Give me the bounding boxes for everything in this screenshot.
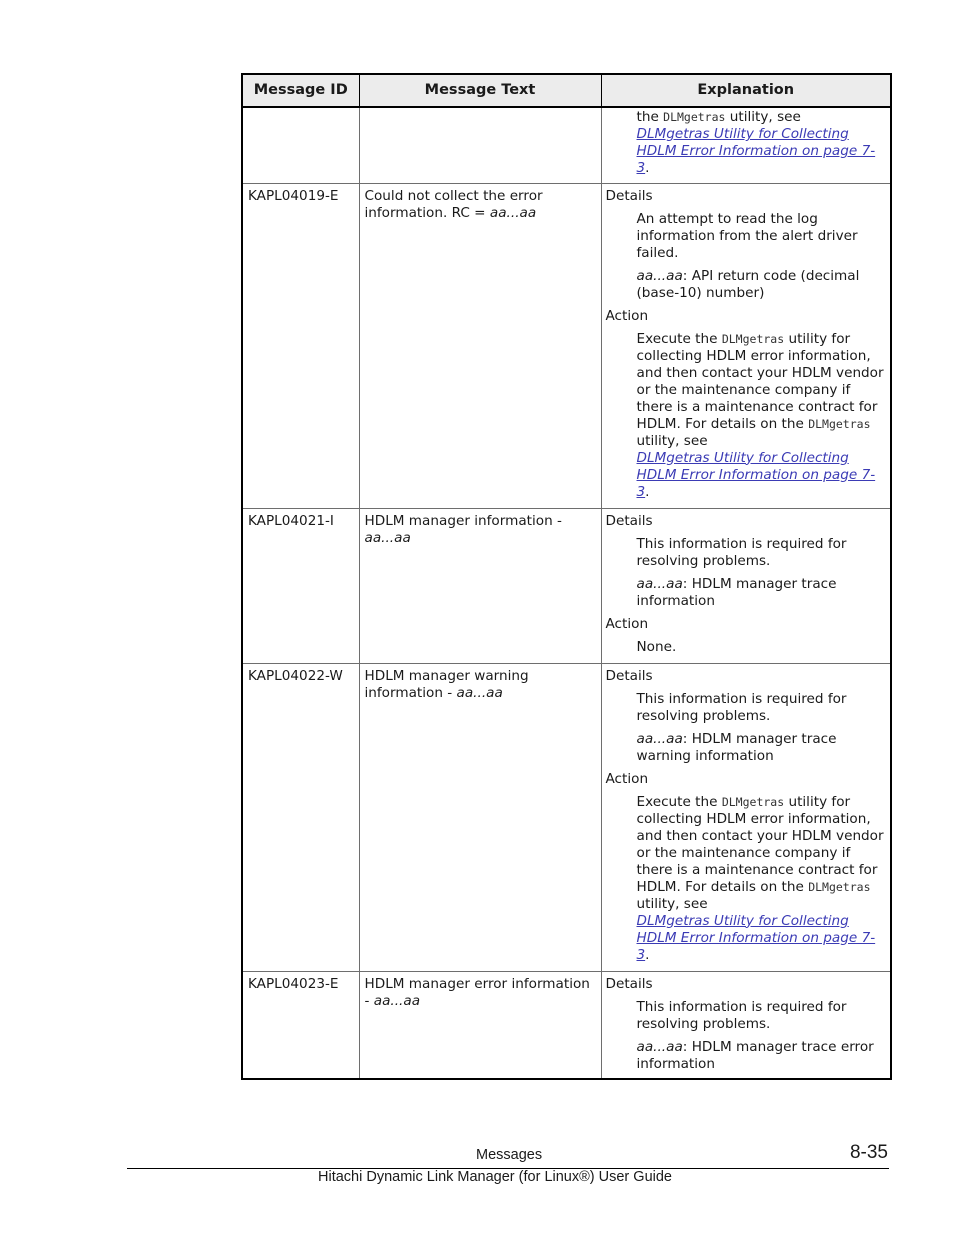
dlmgetras-reference-link[interactable]: DLMgetras Utility for Collecting HDLM Error Information on page 7-3	[636, 449, 876, 500]
table-row	[242, 663, 891, 971]
continued-action-text: the DLMgetras utility, see DLMgetras Utility for Collecting HDLM Error Information on page 7-3.	[636, 109, 876, 176]
table-row	[242, 183, 891, 508]
table-row	[242, 971, 891, 1079]
action-label: Action	[605, 307, 649, 324]
details-variable: aa...aa: HDLM manager trace warning information	[636, 730, 837, 764]
action-label: Action	[605, 770, 649, 787]
details-label: Details	[605, 512, 653, 529]
details-variable: aa...aa: HDLM manager trace information	[636, 575, 837, 609]
explanation-cell	[601, 663, 891, 971]
details-variable: aa...aa: API return code (decimal (base-10) number)	[636, 267, 860, 301]
message-id-cell	[242, 107, 359, 183]
table-header-row	[242, 74, 891, 107]
action-text: Execute the DLMgetras utility for collecting HDLM error information, and then contact your HDLM vendor or the maintenance company if there is a maintenance contract for HDLM. For details on the DLMgetras utility, see DLMgetras Utility for Collecting HDLM Error Information on page 7-3.	[636, 793, 884, 963]
details-variable: aa...aa: HDLM manager trace error information	[636, 1038, 874, 1072]
command-name: DLMgetras	[721, 331, 785, 346]
explanation-cell	[601, 107, 891, 183]
header-message-text: Message Text	[359, 74, 601, 107]
explanation-cell	[601, 508, 891, 663]
explanation-cell	[601, 971, 891, 1079]
dlmgetras-reference-link[interactable]: DLMgetras Utility for Collecting HDLM Error Information on page 7-3	[636, 126, 876, 176]
page-number: 8-35	[849, 1142, 888, 1163]
details-text: This information is required for resolving problems.	[636, 535, 847, 569]
details-label: Details	[605, 667, 653, 684]
header-explanation: Explanation	[601, 74, 891, 107]
details-label: Details	[605, 187, 653, 204]
header-message-id: Message ID	[242, 74, 359, 107]
message-text-cell: HDLM manager warning information - aa...aa	[359, 663, 601, 971]
command-name: DLMgetras	[808, 879, 871, 894]
message-text-cell	[359, 107, 601, 183]
details-text: An attempt to read the log information from the alert driver failed.	[636, 210, 858, 261]
messages-table	[241, 73, 892, 1080]
action-text: Execute the DLMgetras utility for collecting HDLM error information, and then contact your HDLM vendor or the maintenance company if there is a maintenance contract for HDLM. For details on the DLMgetras utility, see DLMgetras Utility for Collecting HDLM Error Information on page 7-3.	[636, 330, 884, 500]
details-label: Details	[605, 975, 653, 992]
action-label: Action	[605, 615, 649, 632]
table-row	[242, 107, 891, 183]
details-text: This information is required for resolving problems.	[636, 690, 847, 724]
message-id-cell: KAPL04019-E	[242, 183, 359, 508]
message-text-cell: HDLM manager error information - aa...aa	[359, 971, 601, 1079]
message-text-cell: HDLM manager information - aa...aa	[359, 508, 601, 663]
message-text-cell: Could not collect the error information. RC = aa...aa	[359, 183, 601, 508]
message-id-cell: KAPL04023-E	[242, 971, 359, 1079]
message-id-cell: KAPL04021-I	[242, 508, 359, 663]
message-id-cell: KAPL04022-W	[242, 663, 359, 971]
dlmgetras-reference-link[interactable]: DLMgetras Utility for Collecting HDLM Error Information on page 7-3	[636, 912, 876, 963]
action-text: None.	[636, 638, 677, 655]
command-name: DLMgetras	[721, 794, 785, 809]
table-row	[242, 508, 891, 663]
command-name: DLMgetras	[808, 416, 871, 431]
details-text: This information is required for resolving problems.	[636, 998, 847, 1032]
footer-section-name: Messages	[476, 1147, 543, 1163]
command-name: DLMgetras	[663, 110, 726, 124]
explanation-cell	[601, 183, 891, 508]
footer-document-title: Hitachi Dynamic Link Manager (for Linux®) User Guide	[318, 1169, 672, 1185]
